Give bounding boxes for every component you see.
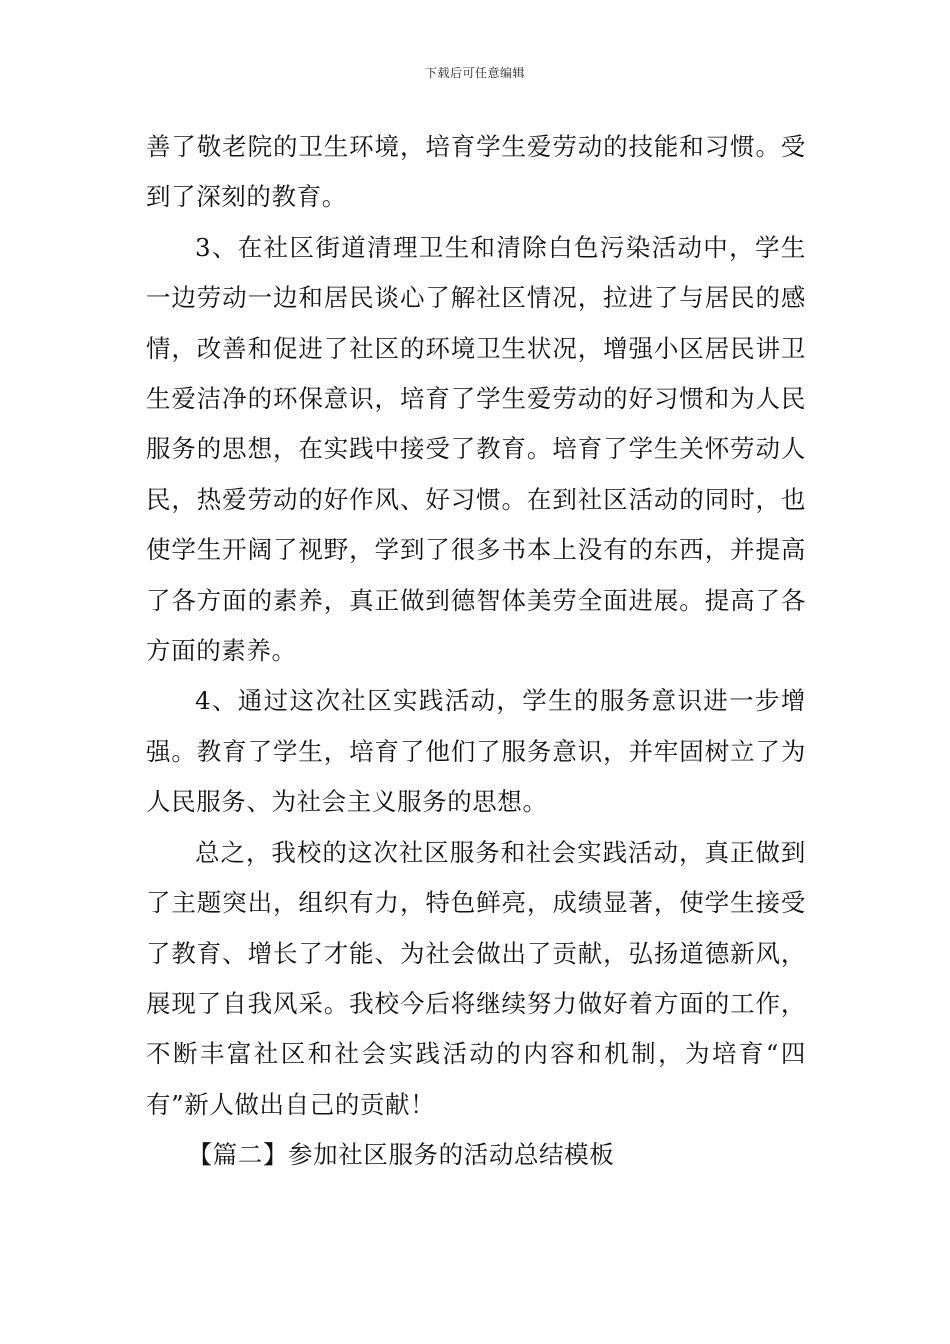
page-header-note: 下载后可任意编辑 <box>424 66 525 80</box>
paragraph-summary: 总之，我校的这次社区服务和社会实践活动，真正做到了主题突出，组织有力，特色鲜亮，成绩显著，使学生接受了教育、增长了才能、为社会做出了贡献，弘扬道德新风，展现了自我风采。我校今后将继续努力做好着方面的工作，不断丰富社区和社会实践活动的内容和机制，为培育“四有”新人做出自己的贡献！ <box>146 837 806 1119</box>
section-heading: 【篇二】参加社区服务的活动总结模板 <box>187 1140 615 1170</box>
paragraph-item-3: 3、在社区街道清理卫生和清除白色污染活动中，学生一边劳动一边和居民谈心了解社区情况，拉进了与居民的感情，改善和促进了社区的环境卫生状况，增强小区居民讲卫生爱洁净的环保意识，培育了学生爱劳动的好习惯和为人民服务的思想，在实践中接受了教育。培育了学生关怀劳动人民，热爱劳动的好作风、好习惯。在到社区活动的同时，也使学生开阔了视野，学到了很多书本上没有的东西，并提高了各方面的素养，真正做到德智体美劳全面进展。提高了各方面的素养。 <box>146 232 806 666</box>
document-body <box>146 122 806 1181</box>
paragraph-item-4: 4、通过这次社区实践活动，学生的服务意识进一步增强。教育了学生，培育了他们了服务意识，并牢固树立了为人民服务、为社会主义服务的思想。 <box>146 686 806 817</box>
paragraph-continued: 善了敬老院的卫生环境，培育学生爱劳动的技能和习惯。受到了深刻的教育。 <box>146 132 806 212</box>
